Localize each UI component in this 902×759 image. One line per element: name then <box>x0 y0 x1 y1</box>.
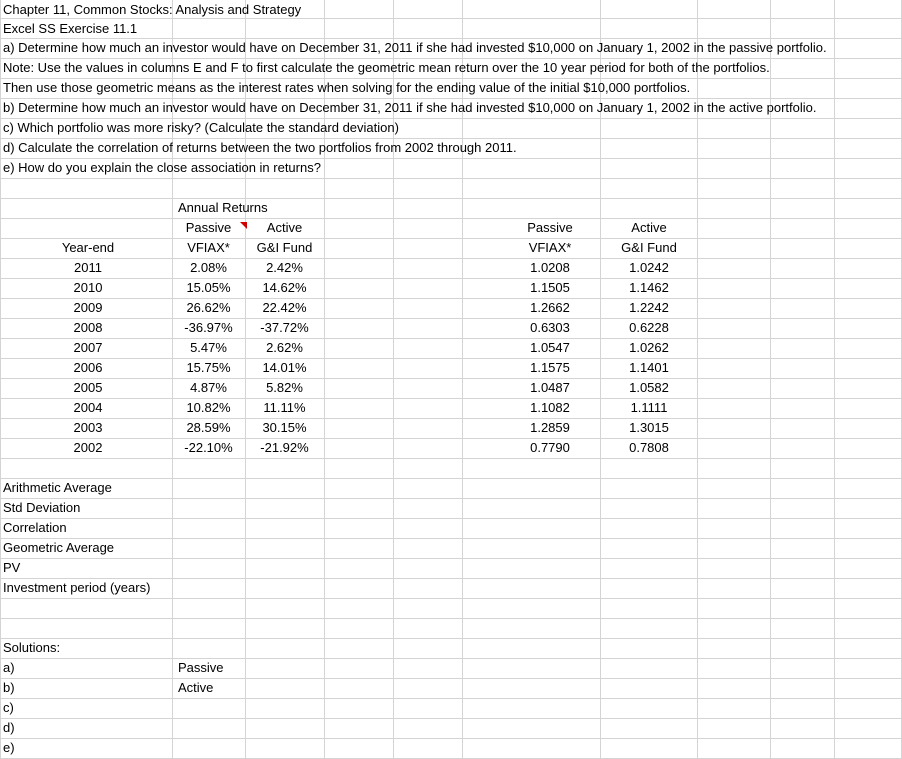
solution-d-label[interactable]: d) <box>3 720 15 735</box>
row-std-dev <box>0 498 902 518</box>
row-geo-avg <box>0 538 902 558</box>
header-passive[interactable]: Passive <box>185 220 232 235</box>
passive-relative-cell[interactable]: 1.0487 <box>530 380 570 395</box>
table-row <box>0 258 902 278</box>
row-solution-c <box>0 698 902 718</box>
arithmetic-average-label[interactable]: Arithmetic Average <box>3 480 112 495</box>
table-row <box>0 378 902 398</box>
year-cell[interactable]: 2006 <box>73 360 103 375</box>
table-row <box>0 338 902 358</box>
header-vfiax[interactable]: VFIAX* <box>187 240 230 255</box>
instruction-note-2[interactable]: Then use those geometric means as the interest rates when solving for the ending value of the initial $10,000 portfolios. <box>3 80 691 95</box>
row-solution-b <box>0 678 902 698</box>
active-return-cell[interactable]: 5.82% <box>266 380 303 395</box>
active-return-cell[interactable]: 14.01% <box>262 360 307 375</box>
year-cell[interactable]: 2009 <box>73 300 103 315</box>
solution-c-label[interactable]: c) <box>3 700 14 715</box>
row-8 <box>0 138 902 158</box>
passive-return-cell[interactable]: 4.87% <box>190 380 227 395</box>
active-relative-cell[interactable]: 1.0582 <box>629 380 669 395</box>
header-passive-relative[interactable]: Passive <box>527 220 573 235</box>
correlation-label[interactable]: Correlation <box>3 520 67 535</box>
active-return-cell[interactable]: 22.42% <box>262 300 307 315</box>
passive-relative-cell[interactable]: 0.6303 <box>530 320 570 335</box>
solutions-label[interactable]: Solutions: <box>3 640 61 655</box>
active-return-cell[interactable]: 2.62% <box>266 340 303 355</box>
row-pv <box>0 558 902 578</box>
chapter-title[interactable]: Chapter 11, Common Stocks: Analysis and Strategy <box>3 2 302 17</box>
row-investment-period <box>0 578 902 598</box>
table-row <box>0 318 902 338</box>
solution-active-label[interactable]: Active <box>178 680 214 695</box>
year-cell[interactable]: 2010 <box>73 280 103 295</box>
instruction-note-1[interactable]: Note: Use the values in columns E and F to first calculate the geometric mean return over the 10 year period for both of the portfolios. <box>3 60 770 75</box>
passive-return-cell[interactable]: 15.75% <box>186 360 231 375</box>
passive-return-cell[interactable]: 26.62% <box>186 300 231 315</box>
instruction-a[interactable]: a) Determine how much an investor would have on December 31, 2011 if she had invested $10,000 on January 1, 2002 in the passive portfolio. <box>3 40 827 55</box>
table-row <box>0 418 902 438</box>
passive-relative-cell[interactable]: 1.2662 <box>530 300 570 315</box>
year-cell[interactable]: 2003 <box>73 420 103 435</box>
row-solution-a <box>0 658 902 678</box>
instruction-d[interactable]: d) Calculate the correlation of returns between the two portfolios from 2002 through 2011. <box>3 140 517 155</box>
row-3 <box>0 38 902 58</box>
active-relative-cell[interactable]: 1.1462 <box>629 280 669 295</box>
header-gi-fund[interactable]: G&I Fund <box>256 240 313 255</box>
row-solution-d <box>0 718 902 738</box>
active-relative-cell[interactable]: 0.6228 <box>629 320 669 335</box>
active-relative-cell[interactable]: 1.1401 <box>629 360 669 375</box>
year-cell[interactable]: 2005 <box>73 380 103 395</box>
header-gi-fund-relative[interactable]: G&I Fund <box>621 240 677 255</box>
year-cell[interactable]: 2011 <box>74 260 102 275</box>
row-header-1 <box>0 218 902 238</box>
passive-return-cell[interactable]: 15.05% <box>186 280 231 295</box>
passive-relative-cell[interactable]: 1.2859 <box>530 420 570 435</box>
row-6 <box>0 98 902 118</box>
table-row <box>0 358 902 378</box>
row-solution-e <box>0 738 902 758</box>
active-relative-cell[interactable]: 0.7808 <box>629 440 669 455</box>
active-relative-cell[interactable]: 1.1111 <box>630 400 668 415</box>
geometric-average-label[interactable]: Geometric Average <box>3 540 115 555</box>
row-header-2 <box>0 238 902 258</box>
row-correlation <box>0 518 902 538</box>
annual-returns-label[interactable]: Annual Returns <box>178 200 268 215</box>
year-cell[interactable]: 2004 <box>73 400 103 415</box>
instruction-b[interactable]: b) Determine how much an investor would have on December 31, 2011 if she had invested $10,000 on January 1, 2002 in the active portfolio. <box>3 100 817 115</box>
passive-relative-cell[interactable]: 1.1575 <box>530 360 570 375</box>
table-row <box>0 298 902 318</box>
passive-return-cell[interactable]: 28.59% <box>186 420 231 435</box>
passive-return-cell[interactable]: -36.97% <box>184 320 233 335</box>
investment-period-label[interactable]: Investment period (years) <box>3 580 151 595</box>
row-5 <box>0 78 902 98</box>
passive-relative-cell[interactable]: 0.7790 <box>530 440 570 455</box>
passive-relative-cell[interactable]: 1.0547 <box>530 340 570 355</box>
row-2 <box>0 19 902 39</box>
exercise-title[interactable]: Excel SS Exercise 11.1 <box>3 21 138 36</box>
passive-return-cell[interactable]: 10.82% <box>186 400 231 415</box>
header-active[interactable]: Active <box>266 220 303 235</box>
active-return-cell[interactable]: 11.11% <box>263 400 306 415</box>
row-solutions <box>0 638 902 658</box>
year-cell[interactable]: 2002 <box>73 440 103 455</box>
row-1 <box>0 0 902 20</box>
passive-return-cell[interactable]: -22.10% <box>184 440 233 455</box>
table-row <box>0 278 902 298</box>
header-active-relative[interactable]: Active <box>631 220 667 235</box>
solution-a-label[interactable]: a) <box>3 660 15 675</box>
row-7 <box>0 118 902 138</box>
row-9 <box>0 158 902 178</box>
year-cell[interactable]: 2008 <box>73 320 103 335</box>
table-row <box>0 438 902 458</box>
solution-b-label[interactable]: b) <box>3 680 15 695</box>
passive-relative-cell[interactable]: 1.1505 <box>530 280 570 295</box>
header-vfiax-relative[interactable]: VFIAX* <box>528 240 572 255</box>
instruction-c[interactable]: c) Which portfolio was more risky? (Calculate the standard deviation) <box>3 120 399 135</box>
active-return-cell[interactable]: 14.62% <box>262 280 307 295</box>
passive-relative-cell[interactable]: 1.0208 <box>530 260 570 275</box>
row-annual-returns <box>0 198 902 218</box>
active-relative-cell[interactable]: 1.2242 <box>629 300 669 315</box>
pv-label[interactable]: PV <box>3 560 21 575</box>
active-relative-cell[interactable]: 1.0262 <box>629 340 669 355</box>
passive-return-cell[interactable]: 5.47% <box>190 340 227 355</box>
solution-passive-label[interactable]: Passive <box>178 660 224 675</box>
header-year-end[interactable]: Year-end <box>61 240 115 255</box>
active-relative-cell[interactable]: 1.3015 <box>629 420 669 435</box>
std-deviation-label[interactable]: Std Deviation <box>3 500 81 515</box>
active-relative-cell[interactable]: 1.0242 <box>629 260 669 275</box>
solution-e-label[interactable]: e) <box>3 740 15 755</box>
active-return-cell[interactable]: 30.15% <box>262 420 307 435</box>
row-arith-avg <box>0 478 902 498</box>
year-cell[interactable]: 2007 <box>73 340 103 355</box>
comment-indicator-icon[interactable] <box>240 222 247 229</box>
instruction-e[interactable]: e) How do you explain the close association in returns? <box>3 160 321 175</box>
passive-return-cell[interactable]: 2.08% <box>190 260 227 275</box>
active-return-cell[interactable]: -37.72% <box>260 320 309 335</box>
table-row <box>0 398 902 418</box>
active-return-cell[interactable]: 2.42% <box>266 260 303 275</box>
active-return-cell[interactable]: -21.92% <box>260 440 309 455</box>
passive-relative-cell[interactable]: 1.1082 <box>530 400 570 415</box>
row-4 <box>0 58 902 78</box>
